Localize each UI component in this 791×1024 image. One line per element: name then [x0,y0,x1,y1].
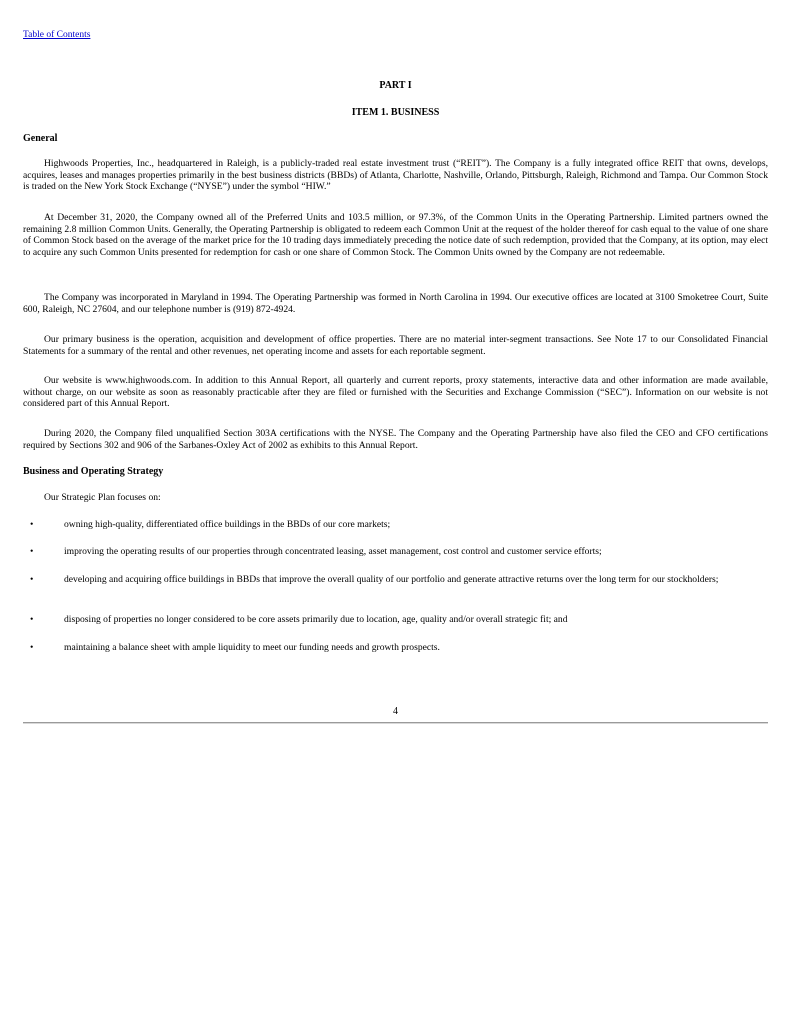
list-item-text: owning high-quality, differentiated office buildings in the BBDs of our core markets; [64,519,391,530]
bullet-icon: • [30,546,34,557]
paragraph: Our primary business is the operation, acquisition and development of office properties. There are no material inter-segment transactions. See Note 17 to our Consolidated Financial Statements for a summary of the rental and other revenues, net operating income and assets for each reportable segment. [23,334,768,357]
paragraph: The Company was incorporated in Maryland in 1994. The Operating Partnership was formed in North Carolina in 1994. Our executive offices are located at 3100 Smoketree Court, Suite 600, Raleigh, NC 27604, and our telephone number is (919) 872-4924. [23,292,768,315]
bullet-icon: • [30,574,34,585]
bullet-icon: • [30,519,34,530]
section-heading-strategy: Business and Operating Strategy [23,466,164,477]
list-item-text: disposing of properties no longer considered to be core assets primarily due to location, age, quality and/or overall strategic fit; and [64,614,568,625]
list-item-text: improving the operating results of our properties through concentrated leasing, asset management, cost control and customer service efforts; [64,546,602,557]
table-of-contents-link[interactable]: Table of Contents [23,30,91,40]
part-title: PART I [379,80,412,91]
bullet-icon: • [30,642,34,653]
paragraph: Highwoods Properties, Inc., headquartered in Raleigh, is a publicly-traded real estate investment trust (“REIT”). The Company is a fully integrated office REIT that owns, develops, acquires, leases and manages properties primarily in the best business districts (BBDs) of Atlanta, Charlotte, Nashville, Orlando, Pittsburgh, Raleigh, Richmond and Tampa. Our Common Stock is traded on the New York Stock Exchange (“NYSE”) under the symbol “HIW.” [23,158,768,193]
item-title: ITEM 1. BUSINESS [351,107,440,118]
page-number: 4 [393,706,398,717]
paragraph: At December 31, 2020, the Company owned all of the Preferred Units and 103.5 million, or 97.3%, of the Common Units in the Operating Partnership. Limited partners owned the remaining 2.8 million Common Units. Generally, the Operating Partnership is obligated to redeem each Common Unit at the request of the holder thereof for cash equal to the value of one share of Common Stock based on the average of the market price for the 10 trading days immediately preceding the notice date of such redemption, provided that the Company, at its option, may elect to acquire any such Common Units presented for redemption for cash or one share of Common Stock. The Common Units owned by the Company are not redeemable. [23,212,768,258]
strategy-intro: Our Strategic Plan focuses on: [44,492,161,503]
paragraph: Our website is www.highwoods.com. In addition to this Annual Report, all quarterly and current reports, proxy statements, interactive data and other information are made available, without charge, on our website as soon as reasonably practicable after they are filed or furnished with the Securities and Exchange Commission (“SEC”). Information on our website is not considered part of this Annual Report. [23,375,768,410]
section-heading-general: General [23,133,58,144]
list-item-text: developing and acquiring office buildings in BBDs that improve the overall quality of our portfolio and generate attractive returns over the long term for our stockholders; [64,574,719,585]
bullet-icon: • [30,614,34,625]
page-divider [23,722,768,724]
list-item-text: maintaining a balance sheet with ample liquidity to meet our funding needs and growth prospects. [64,642,440,653]
paragraph: During 2020, the Company filed unqualified Section 303A certifications with the NYSE. The Company and the Operating Partnership have also filed the CEO and CFO certifications required by Sections 302 and 906 of the Sarbanes-Oxley Act of 2002 as exhibits to this Annual Report. [23,428,768,451]
